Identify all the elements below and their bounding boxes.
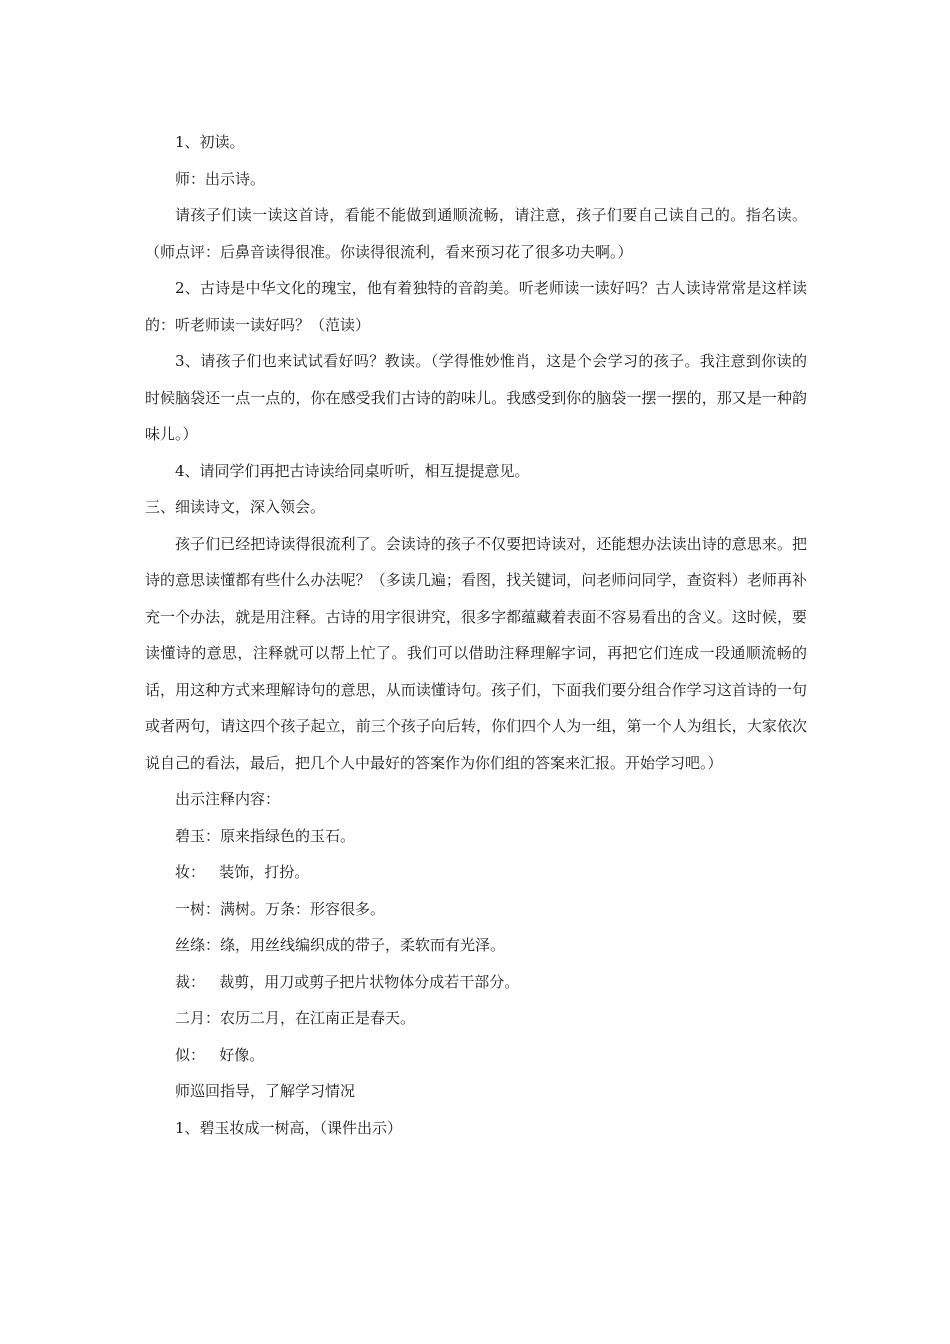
paragraph-teacher-model-reading: 2、古诗是中华文化的瑰宝，他有着独特的音韵美。听老师读一读好吗？古人读诗常常是这样读的：听老师读一读好吗？（范读） xyxy=(145,279,807,334)
note-si: 似： 好像。 xyxy=(175,1045,265,1064)
paragraph-show-notes: 出示注释内容： xyxy=(175,790,281,808)
note-cai: 裁： 裁剪，用刀或剪子把片状物体分成若干部分。 xyxy=(175,972,520,991)
note-sitao: 丝绦：绦，用丝线编织成的带子，柔软而有光泽。 xyxy=(175,936,506,954)
note-yishu: 一树：满树。万条：形容很多。 xyxy=(175,899,386,918)
paragraph-teacher-show-poem: 师：出示诗。 xyxy=(175,169,266,188)
paragraph-read-first: 1、初读。 xyxy=(175,133,245,151)
paragraph-read-to-partner: 4、请同学们再把古诗读给同桌听听，相互提提意见。 xyxy=(175,461,530,480)
note-biyu: 碧玉：原来指绿色的玉石。 xyxy=(175,826,356,845)
paragraph-students-try: 3、请孩子们也来试试看好吗？教读。（学得惟妙惟肖，这是个会学习的孩子。我注意到你读的时候脑袋还一点一点的，你在感受我们古诗的韵味儿。我感受到你的脑袋一摆一摆的，那又是一种韵味儿。） xyxy=(145,352,807,443)
paragraph-teacher-guidance: 师巡回指导，了解学习情况 xyxy=(175,1082,356,1100)
section-heading-close-reading: 三、细读诗文，深入领会。 xyxy=(145,498,326,516)
paragraph-first-line-slide: 1、碧玉妆成一树高，（课件出示） xyxy=(175,1118,403,1137)
note-eryue: 二月：农历二月，在江南正是春天。 xyxy=(175,1009,416,1027)
note-zhuang: 妆： 装饰，打扮。 xyxy=(175,863,310,881)
paragraph-read-instruction: 请孩子们读一读这首诗，看能不能做到通顺流畅，请注意，孩子们要自己读自己的。指名读。（师点评：后鼻音读得很准。你读得很流利，看来预习花了很多功夫啊。） xyxy=(145,206,807,261)
document-body xyxy=(145,124,807,1146)
paragraph-group-study: 孩子们已经把诗读得很流利了。会读诗的孩子不仅要把诗读对，还能想办法读出诗的意思来。把诗的意思读懂都有些什么办法呢？（多读几遍；看图，找关键词，问老师问同学，查资料）老师再补充一个办法，就是用注释。古诗的用字很讲究，很多字都蕴藏着表面不容易看出的含义。这时候，要读懂诗的意思，注释就可以帮上忙了。我们可以借助注释理解字词，再把它们连成一段通顺流畅的话，用这种方式来理解诗句的意思，从而读懂诗句。孩子们，下面我们要分组合作学习这首诗的一句或者两句，请这四个孩子起立，前三个孩子向后转，你们四个人为一组，第一个人为组长，大家依次说自己的看法，最后，把几个人中最好的答案作为你们组的答案来汇报。开始学习吧。） xyxy=(145,534,807,772)
